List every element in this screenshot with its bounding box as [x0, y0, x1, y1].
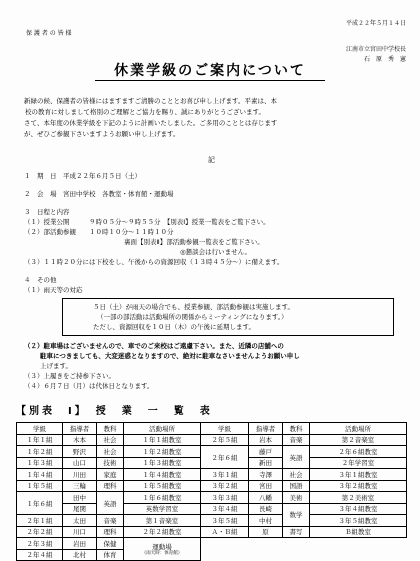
table-cell: １年６組 — [17, 492, 63, 515]
table-heading: 【別表 Ⅰ】 授 業 一 覧 表 — [16, 406, 213, 417]
intro-paragraph — [24, 96, 406, 140]
table-cell: 太田 — [63, 515, 97, 527]
title-underline — [95, 80, 325, 81]
header-cell: 指導者 — [63, 423, 97, 435]
table-cell: １年２組 — [17, 446, 63, 458]
table-cell: 山口 — [63, 457, 97, 469]
schedule-item-2-remark: ◎懇談会は行いません。 — [180, 248, 252, 256]
table-cell: ３年３組 — [201, 492, 249, 504]
schedule-item-3: （３）１１時２０分には下校をし、午後からの資源回収（１３時４５分～）に備えます。 — [24, 258, 284, 266]
table-cell: 技術 — [97, 457, 124, 469]
table-cell: 社会 — [283, 469, 310, 481]
table-cell: １年３組教室 — [124, 457, 201, 469]
schedule-item-2: （２）部活動参観 １０時１０分～１１時１０分 — [24, 228, 174, 236]
table-cell: 藤戸 — [249, 446, 283, 458]
school-name: 江南市立宮田中学校長 — [345, 46, 406, 53]
table-cell: ３年５組教室 — [310, 515, 407, 527]
other-item-3: （３）上履きをご持参下さい。 — [24, 372, 115, 380]
table-cell: 川田 — [63, 469, 97, 481]
table-cell: 理科 — [97, 526, 124, 538]
table-cell: 社会 — [97, 446, 124, 458]
document-date: 平成２２年５月１４日 — [345, 20, 406, 27]
intro-line: が、ぜひご参観下さいますようお願い申し上げます。 — [24, 130, 180, 138]
table-cell: １年１組教室 — [124, 434, 201, 446]
header-cell: 学級 — [17, 423, 63, 435]
table-cell: 英数学習室 — [124, 503, 201, 515]
table-cell: ２年１組 — [17, 515, 63, 527]
table-cell: １年１組 — [17, 434, 63, 446]
table-row — [17, 503, 407, 515]
item-venue: ２ 会 場 宮田中学校 各教室・体育館・運動場 — [24, 190, 174, 198]
table-cell: 書写 — [283, 526, 310, 538]
table-cell: ２年２組 — [17, 526, 63, 538]
table-row — [17, 526, 407, 538]
other-heading: ４ その他 — [24, 276, 57, 284]
table-cell: 岩田 — [63, 538, 97, 550]
table-cell: ２年４組 — [17, 549, 63, 561]
table-cell: 国語 — [283, 480, 310, 492]
table-cell: 美術 — [283, 492, 310, 504]
table-cell: 社会 — [97, 434, 124, 446]
pe-place-note: （雨天時：体育館） — [141, 551, 183, 556]
empty-area — [201, 538, 407, 561]
pe-place-label: 運動場 — [152, 543, 172, 551]
table-cell: 木本 — [63, 434, 97, 446]
header-cell: 教科 — [97, 423, 124, 435]
table-cell: ２年６組 — [201, 446, 249, 469]
table-cell: 川口 — [63, 526, 97, 538]
table-cell: 第１音楽室 — [124, 515, 201, 527]
table-cell: １年２組教室 — [124, 446, 201, 458]
table-cell: 原 — [249, 526, 283, 538]
recipient: 保 護 者 の 皆 様 — [26, 30, 72, 37]
table-cell: 理科 — [97, 480, 124, 492]
table-row — [17, 515, 407, 527]
table-cell: 野沢 — [63, 446, 97, 458]
table-cell: ３年２組 — [201, 480, 249, 492]
table-row — [17, 492, 407, 504]
table-cell: １年６組教室 — [124, 492, 201, 504]
table-cell: Ａ・Ｂ組 — [201, 526, 249, 538]
intro-line: 校の教育に対しまして格別のご理解とご協力を賜り、誠にありがとうございます。 — [25, 108, 265, 116]
other-item-2-end: 上げます。 — [40, 362, 72, 370]
rain-notice-box — [62, 298, 394, 336]
schedule-heading: ３ 日程と内容 — [24, 208, 70, 216]
rain-notice-line: （一部の部活動は活動場所の関係からミーティングになります。） — [97, 313, 288, 321]
header-cell: 教科 — [283, 423, 310, 435]
table-row — [17, 434, 407, 446]
table-cell: １年４組 — [17, 469, 63, 481]
table-cell: 新田 — [249, 457, 283, 469]
header-cell: 活動場所 — [124, 423, 201, 435]
table-cell: ３年１組教室 — [310, 469, 407, 481]
rain-notice-line: ５日（土）が雨天の場合でも、授業参観、部活動参観は実施します。 — [93, 303, 294, 311]
intro-line: 新緑の候、保護者の皆様にはますますご清勝のこととお喜び申し上げます。平素は、本 — [24, 97, 277, 105]
table-cell: ２年３組 — [17, 538, 63, 550]
item-date: １ 期 日 平成２２年６月５日（土） — [24, 172, 141, 180]
table-cell: ２年６組教室 — [310, 446, 407, 458]
header-cell: 指導者 — [249, 423, 283, 435]
table-cell: ２年２組教室 — [124, 526, 201, 538]
schedule-item-2-note: 裏面【別表Ⅱ】部活動参観一覧表をご覧下さい。 — [124, 238, 264, 246]
header-cell: 活動場所 — [310, 423, 407, 435]
ki-mark: 記 — [208, 156, 215, 164]
table-cell: 尾関 — [63, 503, 97, 515]
table-cell: 寺澤 — [249, 469, 283, 481]
table-row — [17, 538, 407, 550]
table-cell: 数学 — [283, 503, 310, 526]
other-item-2: （２）駐車場はございませんので、車でのご来校はご遠慮下さい。また、近隣の店舗への — [24, 342, 284, 350]
intro-line: さて、本年度の休業学級を下記のように計画いたしました。ご多用のこととは存じます — [24, 119, 278, 127]
table-cell: Ｂ組教室 — [310, 526, 407, 538]
table-row — [17, 446, 407, 458]
table-cell: 三輪 — [63, 480, 97, 492]
table-header-row — [17, 423, 407, 435]
table-cell: 英語 — [97, 492, 124, 515]
table-cell: 第２音楽室 — [310, 434, 407, 446]
rain-notice-line: ただし、資源回収を１０日（木）の午後に延期します。 — [93, 323, 255, 331]
table-cell: 家庭 — [97, 469, 124, 481]
table-cell: 北村 — [63, 549, 97, 561]
table-cell: ３年４組教室 — [310, 503, 407, 515]
schedule-item-1: （１）授業公開 ９時０５分～９時５５分 【別表Ⅰ】授業一覧表をご覧下さい。 — [24, 218, 270, 226]
table-row — [17, 469, 407, 481]
other-item-2-cont: 駐車につきましても、大変迷惑となりますので、絶対に駐車なさいませんようお願い申し — [40, 352, 300, 360]
table-cell: 田中 — [63, 492, 97, 504]
table-cell: ３年５組 — [201, 515, 249, 527]
table-cell-pe-place — [124, 538, 201, 561]
table-cell: ３年２組教室 — [310, 480, 407, 492]
other-item-4: （４）６月７日（月）は代休日となります。 — [24, 382, 154, 390]
header-cell: 学級 — [201, 423, 249, 435]
table-cell: 体育 — [97, 549, 124, 561]
principal-name: 石 原 秀 憲 — [363, 56, 406, 63]
table-cell: 八幡 — [249, 492, 283, 504]
other-item-1: （１）雨天等の対応 — [24, 286, 83, 294]
class-schedule-table — [16, 422, 407, 561]
table-row — [17, 480, 407, 492]
page-title: 休業学級のご案内について — [114, 63, 306, 79]
table-cell: 音楽 — [283, 434, 310, 446]
table-cell: 長崎 — [249, 503, 283, 515]
table-cell: １年５組教室 — [124, 480, 201, 492]
table-cell: ３年１組 — [201, 469, 249, 481]
table-cell: 英語 — [283, 446, 310, 469]
table-cell: ２年学習室 — [310, 457, 407, 469]
table-cell: 保健 — [97, 538, 124, 550]
table-cell: 宮田 — [249, 480, 283, 492]
table-cell: ３年４組 — [201, 503, 249, 515]
table-cell: 中村 — [249, 515, 283, 527]
table-cell: １年４組教室 — [124, 469, 201, 481]
table-cell: １年３組 — [17, 457, 63, 469]
table-cell: 第２美術室 — [310, 492, 407, 504]
table-cell: 岩本 — [249, 434, 283, 446]
table-cell: １年５組 — [17, 480, 63, 492]
table-cell: 音楽 — [97, 515, 124, 527]
table-cell: ２年５組 — [201, 434, 249, 446]
